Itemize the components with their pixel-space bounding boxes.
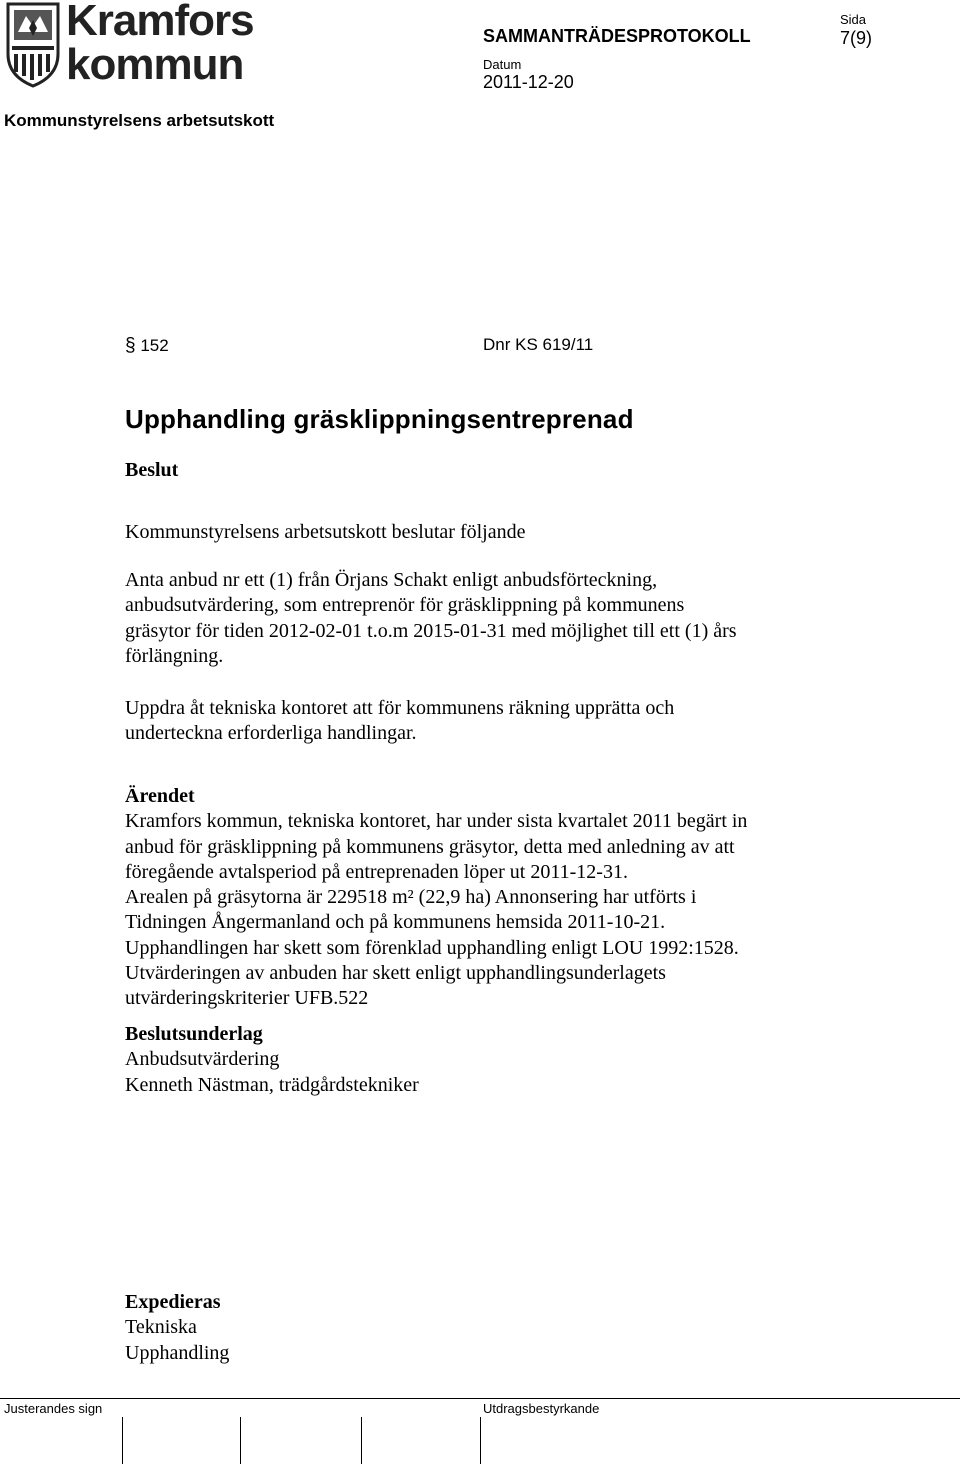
text-line: Kramfors kommun, tekniska kontoret, har under sista kvartalet 2011 begärt in <box>125 810 748 833</box>
diary-number: Dnr KS 619/11 <box>483 335 594 354</box>
signature-box-divider <box>361 1417 362 1464</box>
section-number <box>125 335 169 357</box>
heading-expedieras: Expedieras <box>125 1291 221 1313</box>
beslut-intro: Kommunstyrelsens arbetsutskott beslutar följande <box>125 521 526 543</box>
section-number-value: 152 <box>140 336 169 355</box>
beslutsunderlag-section <box>125 1022 845 1098</box>
logo-text-line1: Kramfors <box>66 0 254 45</box>
text-line: anbudsutvärdering, som entreprenör för gräsklippning på kommunens <box>125 594 685 617</box>
text-line: Kenneth Nästman, trädgårdstekniker <box>125 1073 419 1096</box>
coat-of-arms-icon <box>4 2 62 88</box>
section-sign: § <box>125 335 136 356</box>
text-line: föregående avtalsperiod på entreprenaden löper ut 2011-12-31. <box>125 860 628 883</box>
expedieras-section <box>125 1290 845 1366</box>
arendet-section <box>125 784 845 1012</box>
heading-beslutsunderlag: Beslutsunderlag <box>125 1023 263 1045</box>
signature-box-divider <box>240 1417 241 1464</box>
signature-label: Justerandes sign <box>4 1401 103 1416</box>
text-line: Arealen på gräsytorna är 229518 m² (22,9 ha) Annonsering har utförts i <box>125 886 697 909</box>
text-line: utvärderingskriterier UFB.522 <box>125 987 369 1010</box>
expedieras-body <box>125 1315 845 1366</box>
text-line: underteckna erforderliga handlingar. <box>125 722 417 745</box>
text-line: Upphandling <box>125 1341 230 1364</box>
municipality-logo <box>4 2 256 90</box>
text-line: förlängning. <box>125 644 224 667</box>
certification-label: Utdragsbestyrkande <box>483 1401 600 1416</box>
text-line: Tidningen Ångermanland och på kommunens hemsida 2011-10-21. <box>125 911 666 934</box>
signature-box-divider <box>122 1417 123 1464</box>
document-type: SAMMANTRÄDESPROTOKOLL <box>483 26 751 46</box>
text-line: anbud för gräsklippning på kommunens gräsytor, detta med anledning av att <box>125 835 735 858</box>
page-label: Sida <box>840 12 867 27</box>
text-line: Anbudsutvärdering <box>125 1048 280 1071</box>
logo-text-line2: kommun <box>66 40 244 89</box>
footer-divider <box>0 1398 960 1399</box>
text-line: Tekniska <box>125 1316 197 1339</box>
heading-arendet: Ärendet <box>125 785 195 807</box>
heading-beslut: Beslut <box>125 459 179 481</box>
beslutsunderlag-body <box>125 1047 845 1098</box>
date-label: Datum <box>483 57 522 72</box>
text-line: Anta anbud nr ett (1) från Örjans Schakt enligt anbudsförteckning, <box>125 569 658 591</box>
text-line: gräsytor för tiden 2012-02-01 t.o.m 2015-01-31 med möjlighet till ett (1) års <box>125 619 737 642</box>
section-title: Upphandling gräsklippningsentreprenad <box>125 404 634 434</box>
text-line: Upphandlingen har skett som förenklad upphandling enligt LOU 1992:1528. <box>125 936 739 959</box>
committee-name: Kommunstyrelsens arbetsutskott <box>4 111 275 130</box>
text-line: Utvärderingen av anbuden har skett enligt upphandlingsunderlagets <box>125 962 666 985</box>
text-line: Uppdra åt tekniska kontoret att för kommunens räkning upprätta och <box>125 697 675 719</box>
beslut-paragraph-1 <box>125 568 845 669</box>
arendet-body <box>125 809 845 1011</box>
page-number: 7(9) <box>840 28 873 48</box>
signature-box-divider <box>480 1417 481 1464</box>
date-value: 2011-12-20 <box>483 72 574 92</box>
beslut-paragraph-2 <box>125 696 845 747</box>
